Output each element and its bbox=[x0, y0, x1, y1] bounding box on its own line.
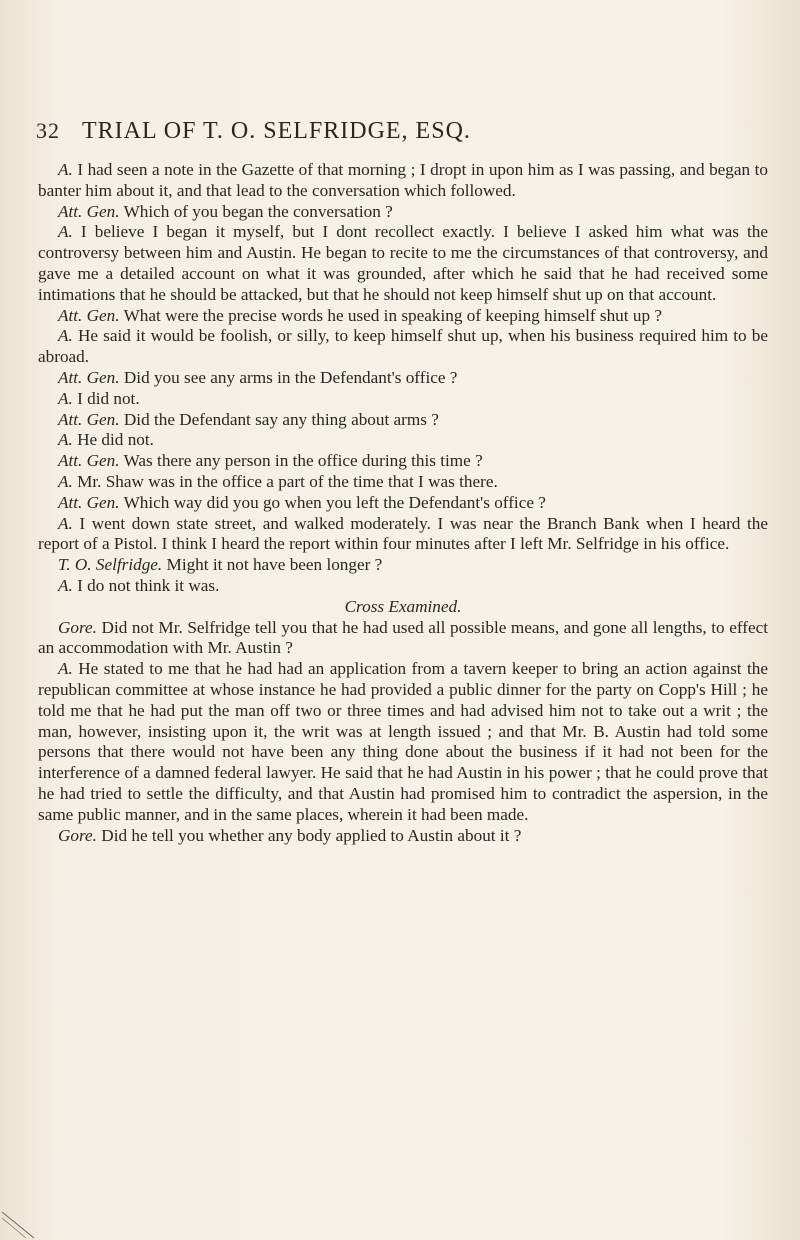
section-heading: Cross Examined. bbox=[344, 596, 462, 616]
dialogue-text: Was there any person in the office during this time ? bbox=[123, 451, 483, 471]
dialogue-text: Might it not have been longer ? bbox=[166, 555, 383, 575]
speaker-label: A. bbox=[58, 659, 73, 679]
dialogue-text: Did the Defendant say any thing about arms ? bbox=[123, 409, 439, 429]
dialogue-paragraph bbox=[38, 514, 768, 556]
speaker-label: Gore. bbox=[58, 617, 97, 637]
dialogue-text: What were the precise words he used in speaking of keeping himself shut up ? bbox=[123, 305, 662, 325]
dialogue-text: He did not. bbox=[77, 430, 154, 450]
dialogue-paragraph bbox=[38, 410, 768, 431]
dialogue-paragraph bbox=[38, 326, 768, 368]
dialogue-paragraph bbox=[38, 472, 768, 493]
page-header bbox=[36, 118, 756, 145]
dialogue-paragraph bbox=[38, 576, 768, 597]
dialogue-paragraph bbox=[38, 451, 768, 472]
dialogue-text: I do not think it was. bbox=[77, 575, 220, 595]
speaker-label: Att. Gen. bbox=[58, 367, 120, 387]
dialogue-paragraph bbox=[38, 160, 768, 202]
dialogue-text: I had seen a note in the Gazette of that morning ; I dropt in upon him as I was passing, and began to banter him about it, and that lead to the conversation which followed. bbox=[38, 160, 769, 200]
dialogue-text: Did you see any arms in the Defendant's office ? bbox=[123, 367, 458, 387]
dialogue-text: Did he tell you whether any body applied to Austin about it ? bbox=[101, 825, 522, 845]
speaker-label: Att. Gen. bbox=[58, 201, 120, 221]
speaker-label: Gore. bbox=[58, 825, 97, 845]
speaker-label: A. bbox=[58, 222, 73, 242]
pencil-mark-icon bbox=[0, 1210, 40, 1240]
speaker-label: A. bbox=[58, 471, 73, 491]
dialogue-paragraph bbox=[38, 493, 768, 514]
dialogue-text: I went down state street, and walked moderately. I was near the Branch Bank when I heard the report of a Pistol. I think I heard the report within four minutes after I left Mr. Selfridge in his office. bbox=[38, 513, 768, 554]
speaker-label: Att. Gen. bbox=[58, 409, 120, 429]
speaker-label: A. bbox=[58, 430, 73, 450]
page-body bbox=[38, 160, 768, 846]
dialogue-text: He stated to me that he had had an application from a tavern keeper to bring an action against the republican committee at whose instance he had provided a public dinner for the party on Copp's Hill ; he told me that he had put the man off two or three times and had advised him not to take out a writ ; the man, however, insisting upon it, the writ was at length issued ; and that Mr. B. Austin had told some persons that there would not have been any thing done about the business if it had not been for the interference of a damned federal lawyer. He said that he had Austin in his power ; that he could prove that he had tried to settle the difficulty, and that Austin had promised him to contradict the aspersion, in the same public manner, and in the same places, wherein it had been made. bbox=[38, 659, 769, 824]
dialogue-text: I did not. bbox=[77, 388, 140, 408]
dialogue-paragraph bbox=[38, 368, 768, 389]
dialogue-text: I believe I began it myself, but I dont recollect exactly. I believe I asked him what was the controversy between him and Austin. He began to recite to me the circumstances of that controversy, and gave me a detailed account on what it was grounded, after which he said that he had received some intimations that he should be attacked, but that he should not keep himself shut up on that account. bbox=[38, 222, 768, 304]
speaker-label: A. bbox=[58, 513, 73, 533]
dialogue-paragraph bbox=[38, 222, 768, 305]
speaker-label: A. bbox=[58, 160, 73, 179]
dialogue-paragraph bbox=[38, 555, 768, 576]
dialogue-text: Mr. Shaw was in the office a part of the time that I was there. bbox=[77, 471, 498, 491]
speaker-label: Att. Gen. bbox=[58, 492, 120, 512]
dialogue-text: Which way did you go when you left the Defendant's office ? bbox=[123, 492, 546, 512]
speaker-label: Att. Gen. bbox=[58, 451, 120, 471]
speaker-label: Att. Gen. bbox=[58, 305, 120, 325]
dialogue-text: Which of you began the conversation ? bbox=[123, 201, 393, 221]
dialogue-text: He said it would be foolish, or silly, to keep himself shut up, when his business required him to be abroad. bbox=[38, 326, 769, 367]
speaker-label: A. bbox=[58, 326, 73, 346]
dialogue-text: Did not Mr. Selfridge tell you that he had used all possible means, and gone all lengths, to effect an accommodation with Mr. Austin ? bbox=[38, 617, 768, 658]
running-title: TRIAL OF T. O. SELFRIDGE, ESQ. bbox=[82, 118, 471, 144]
dialogue-paragraph bbox=[38, 618, 768, 660]
speaker-label: A. bbox=[58, 388, 73, 408]
dialogue-paragraph bbox=[38, 826, 768, 847]
speaker-label: A. bbox=[58, 575, 73, 595]
page-number: 32 bbox=[36, 118, 60, 143]
dialogue-paragraph bbox=[38, 389, 768, 410]
dialogue-paragraph bbox=[38, 659, 768, 825]
speaker-label: T. O. Selfridge. bbox=[58, 555, 163, 575]
dialogue-paragraph bbox=[38, 306, 768, 327]
dialogue-paragraph bbox=[38, 430, 768, 451]
dialogue-paragraph bbox=[38, 202, 768, 223]
